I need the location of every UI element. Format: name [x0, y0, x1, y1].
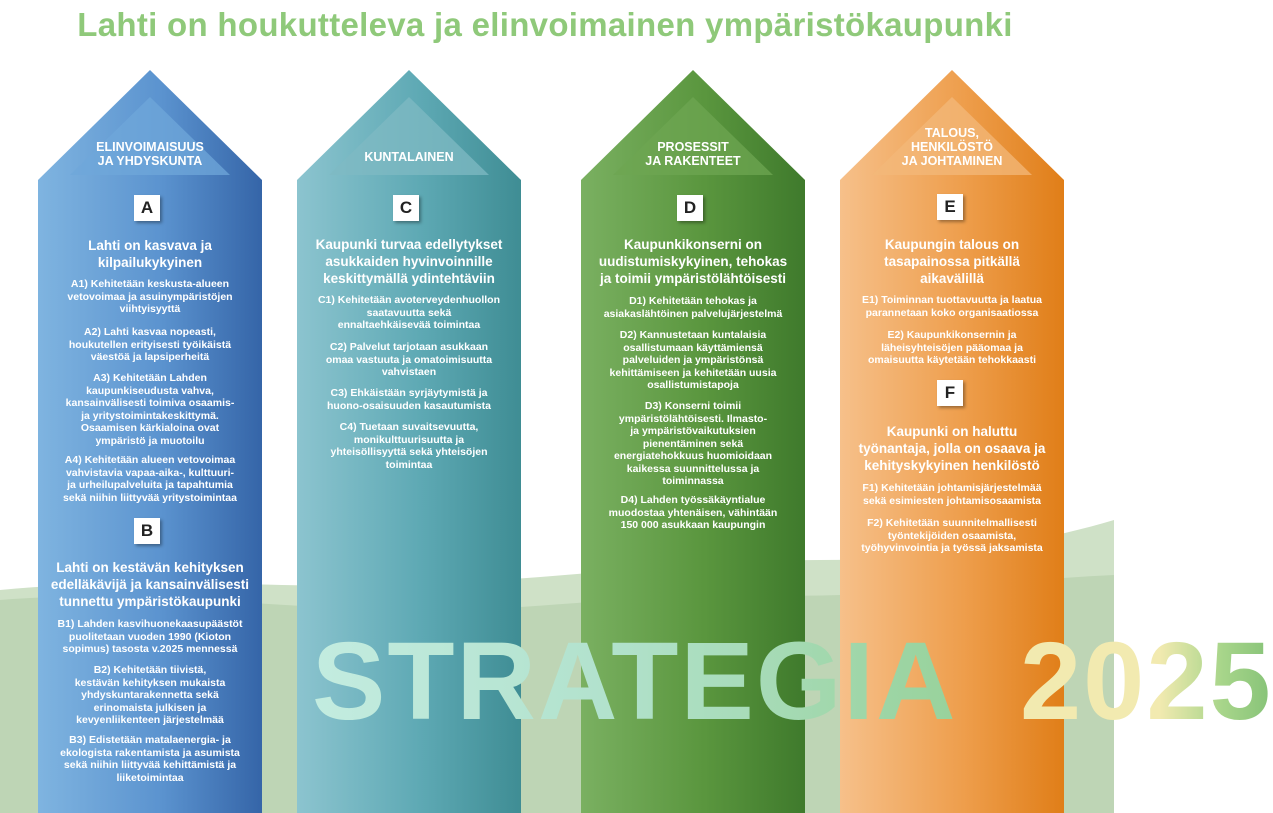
roof-line: ELINVOIMAISUUS — [96, 140, 204, 154]
heading-line: Lahti on kestävän kehityksen — [56, 560, 244, 575]
item-line: A4) Kehitetään alueen vetovoimaa — [64, 454, 236, 466]
item-line: B1) Lahden kasvihuonekaasupäästöt — [57, 618, 243, 630]
goal-item-f2 — [840, 517, 1064, 555]
heading-line: työnantaja, jolla on osaava ja — [858, 441, 1046, 456]
roof-label — [581, 140, 805, 168]
heading-line: kehityskykyinen henkilöstö — [864, 458, 1040, 473]
goal-item-d4 — [581, 494, 805, 532]
roof-line: JA YHDYSKUNTA — [97, 154, 203, 168]
item-line: houkutellen erityisesti työikäistä — [68, 338, 232, 351]
item-line: ympäristölähtöisesti. Ilmasto- — [618, 412, 768, 425]
heading-line: edelläkävijä ja kansainvälisesti — [50, 577, 250, 592]
item-line: kevyenliikenteen järjestelmää — [76, 714, 224, 726]
goal-item-d3 — [581, 400, 805, 488]
item-line: Osaamisen kärkialoina ovat — [80, 422, 220, 434]
item-line: ja ympäristövaikutuksien — [630, 425, 756, 437]
heading-line: Kaupungin talous on — [884, 237, 1020, 252]
roof-line: JA JOHTAMINEN — [901, 154, 1003, 168]
item-line: asiakaslähtöinen palvelujärjestelmä — [603, 307, 783, 320]
strategy-2025-wordmark — [312, 622, 1273, 742]
item-line: yhteisöllisyyttä sekä yhteisöjen — [330, 446, 488, 458]
item-line: toiminnassa — [662, 475, 724, 487]
item-line: kansainvälisesti toimiva osaamis- — [65, 397, 235, 409]
heading-line: aikavälillä — [920, 271, 984, 286]
item-line: C4) Tuetaan suvaitsevuutta, — [339, 421, 479, 433]
goal-item-a2 — [38, 326, 262, 364]
section-letter-f: F — [937, 380, 963, 406]
heading-line: uudistumiskykyinen, tehokas — [598, 254, 788, 269]
item-line: yhdyskuntarakennetta sekä — [81, 689, 219, 701]
item-line: A3) Kehitetään Lahden — [93, 372, 207, 384]
item-line: ja urheilupalveluita ja tapahtumia — [67, 479, 233, 491]
item-line: osallistumaan käyttämiensä — [623, 341, 763, 354]
goal-item-c2 — [297, 341, 521, 379]
item-line: sekä niihin liittyvää kehittämistä ja — [63, 759, 237, 771]
strategy-word: STRATEGIA — [312, 620, 958, 743]
goal-item-c1 — [297, 294, 521, 332]
item-line: energiatehokkuus huomioidaan — [613, 450, 773, 462]
item-line: ennaltaehkäisevää toimintaa — [337, 319, 481, 331]
item-line: omaisuutta käytetään tehokkaasti — [867, 354, 1037, 366]
goal-item-e1 — [840, 294, 1064, 319]
item-line: palveluiden ja ympäristönsä — [622, 354, 764, 366]
section-heading — [840, 236, 1064, 287]
heading-line: Kaupunki on haluttu — [886, 424, 1018, 439]
goal-item-d2 — [581, 329, 805, 392]
heading-line: tunnettu ympäristökaupunki — [59, 594, 241, 609]
page-title: Lahti on houkutteleva ja elinvoimainen ympäristökaupunki — [77, 6, 1013, 43]
item-line: ja yritystoimintakeskittymä. — [81, 409, 219, 422]
section-letter-a: A — [134, 195, 160, 221]
goal-item-a4 — [38, 454, 262, 504]
item-line: työntekijöiden osaamista, — [887, 529, 1017, 542]
item-line: sekä esimiesten johtamisosaamista — [862, 494, 1041, 507]
heading-line: kilpailukykyinen — [97, 255, 203, 270]
item-line: vahvistavia vapaa-aika-, kulttuuri- — [65, 466, 235, 479]
heading-line: Lahti on kasvava ja — [88, 238, 212, 253]
item-line: F2) Kehitetään suunnitelmallisesti — [867, 517, 1037, 529]
item-line: kehittämiseen ja kehitetään uusia — [609, 366, 777, 379]
heading-line: tasapainossa pitkällä — [884, 254, 1020, 269]
item-line: erinomaista julkisen ja — [93, 701, 207, 714]
heading-line: Kaupunki turvaa edellytykset — [315, 237, 503, 252]
item-line: A1) Kehitetään keskusta-alueen — [70, 278, 230, 290]
item-line: D2) Kannustetaan kuntalaisia — [619, 329, 767, 341]
roof-label — [297, 150, 521, 164]
item-line: F1) Kehitetään johtamisjärjestelmää — [862, 482, 1042, 494]
heading-line: ja toimii ympäristölähtöisesti — [599, 271, 787, 286]
goal-item-e2 — [840, 329, 1064, 367]
item-line: A2) Lahti kasvaa nopeasti, — [84, 326, 216, 338]
item-line: D1) Kehitetään tehokas ja — [629, 295, 757, 307]
goal-item-d1 — [581, 295, 805, 320]
roof-line: PROSESSIT — [657, 140, 729, 154]
item-line: kaikessa suunnittelussa ja — [626, 462, 760, 475]
item-line: B2) Kehitetään tiivistä, — [93, 664, 207, 676]
item-line: muodostaa yhtenäisen, vähintään — [608, 506, 778, 519]
section-heading — [840, 423, 1064, 474]
item-line: työhyvinvointia ja työssä jaksamista — [861, 542, 1043, 554]
goal-item-f1 — [840, 482, 1064, 507]
section-letter-b: B — [134, 518, 160, 544]
item-line: parannetaan koko organisaatiossa — [865, 306, 1039, 319]
goal-item-c4 — [297, 421, 521, 471]
strategy-year: 2025 — [1019, 620, 1273, 743]
item-line: E2) Kaupunkikonsernin ja — [887, 329, 1017, 341]
section-letter-d: D — [677, 195, 703, 221]
item-line: osallistumistapoja — [647, 379, 739, 391]
section-letter-c: C — [393, 195, 419, 221]
roof-line: KUNTALAINEN — [364, 150, 454, 164]
section-heading — [581, 236, 805, 287]
item-line: vahvistaen — [381, 366, 437, 378]
goal-item-c3 — [297, 387, 521, 412]
item-line: kestävän kehityksen mukaista — [74, 676, 226, 689]
roof-line: HENKILÖSTÖ — [911, 140, 993, 154]
item-line: saatavuutta sekä — [366, 306, 452, 319]
roof-label — [840, 126, 1064, 168]
item-line: B3) Edistetään matalaenergia- ja — [69, 734, 231, 746]
item-line: toimintaa — [385, 458, 433, 471]
item-line: puolitetaan vuoden 1990 (Kioton — [68, 630, 232, 643]
goal-item-a3 — [38, 372, 262, 447]
roof-label — [38, 140, 262, 168]
roof-line: JA RAKENTEET — [645, 154, 741, 168]
item-line: vetovoimaa ja asuinympäristöjen — [67, 290, 233, 303]
goal-item-a1 — [38, 278, 262, 316]
item-line: 150 000 asukkaan kaupungin — [620, 519, 766, 531]
heading-line: keskittymällä ydintehtäviin — [323, 271, 495, 286]
item-line: viihtyisyyttä — [119, 303, 181, 315]
item-line: sekä niihin liittyvää yritystoimintaa — [63, 491, 237, 504]
goal-item-b1 — [38, 618, 262, 656]
section-heading — [297, 236, 521, 287]
item-line: läheisyhteisöjen pääomaa ja — [881, 341, 1023, 354]
section-heading — [38, 237, 262, 271]
item-line: D4) Lahden työssäkäyntialue — [620, 494, 766, 506]
item-line: C2) Palvelut tarjotaan asukkaan — [329, 341, 489, 353]
item-line: D3) Konserni toimii — [644, 400, 742, 412]
item-line: E1) Toiminnan tuottavuutta ja laatua — [861, 294, 1043, 306]
item-line: ekologista rakentamista ja asumista — [60, 746, 240, 759]
item-line: sopimus) tasosta v.2025 mennessä — [62, 643, 238, 655]
item-line: pienentäminen sekä — [642, 437, 744, 450]
item-line: ympäristö ja muotoilu — [95, 434, 205, 447]
item-line: monikulttuurisuutta ja — [353, 433, 465, 446]
goal-item-b3 — [38, 734, 262, 784]
item-line: C3) Ehkäistään syrjäytymistä ja — [330, 387, 488, 399]
heading-line: asukkaiden hyvinvoinnille — [325, 254, 493, 269]
item-line: kaupunkiseudusta vahva, — [86, 384, 214, 397]
item-line: huono-osaisuuden kasautumista — [327, 399, 491, 412]
section-letter-e: E — [937, 194, 963, 220]
section-heading — [38, 559, 262, 610]
column-elinvoimaisuus — [38, 70, 262, 813]
item-line: C1) Kehitetään avoterveydenhuollon — [317, 294, 501, 306]
item-line: omaa vastuuta ja omatoimisuutta — [325, 353, 493, 366]
item-line: väestöä ja lapsiperheitä — [90, 351, 210, 363]
goal-item-b2 — [38, 664, 262, 727]
heading-line: Kaupunkikonserni on — [623, 237, 762, 252]
item-line: liiketoimintaa — [116, 771, 184, 784]
roof-line: TALOUS, — [925, 126, 979, 140]
